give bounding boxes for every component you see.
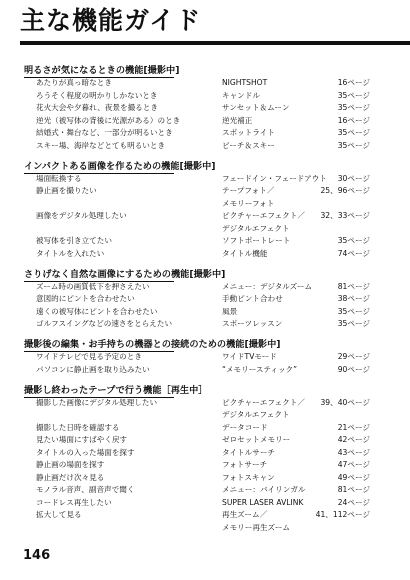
guide-row bbox=[0, 409, 410, 422]
function-name: テープフォト／ bbox=[222, 186, 275, 195]
page-reference: 25、96ページ bbox=[320, 186, 370, 195]
guide-row bbox=[0, 248, 410, 261]
guide-row bbox=[0, 434, 410, 447]
section-heading-text: さりげなく自然な画像にするための機能[撮影中] bbox=[24, 268, 226, 280]
guide-row bbox=[0, 422, 410, 435]
section-heading bbox=[24, 64, 410, 77]
guide-row bbox=[0, 140, 410, 153]
page-reference: 35ページ bbox=[337, 128, 370, 137]
situation-text: タイトルを入れたい bbox=[36, 248, 105, 258]
page-reference: 21ページ bbox=[337, 422, 370, 432]
function-name: NIGHTSHOT bbox=[222, 78, 268, 87]
page-reference: 35ページ bbox=[337, 319, 370, 328]
guide-row bbox=[0, 223, 410, 236]
page-reference: 32、33ページ bbox=[320, 211, 370, 220]
guide-row bbox=[0, 185, 410, 198]
function-name: ピクチャーエフェクト／ bbox=[222, 211, 305, 220]
situation-text: 花火大会や夕暮れ、夜景を撮るとき bbox=[36, 103, 158, 112]
situation-text: 拡大して見る bbox=[36, 510, 82, 519]
guide-row bbox=[0, 127, 410, 140]
situation-text: コードレス再生したい bbox=[36, 497, 112, 507]
situation-text: 撮影した日時を確認する bbox=[36, 422, 120, 432]
situation-text: 静止画の場面を探す bbox=[36, 460, 105, 469]
function-name: スポーツレッスン bbox=[222, 319, 283, 328]
situation-text: ろうそく程度の明かりしかないとき bbox=[36, 90, 158, 100]
guide-row bbox=[0, 472, 410, 485]
situation-text: ズーム時の画質低下を押さえたい bbox=[36, 281, 150, 291]
guide-row bbox=[0, 351, 410, 364]
page-reference: 43ページ bbox=[337, 447, 370, 457]
situation-text: あたりが真っ暗なとき bbox=[36, 78, 112, 87]
function-name: デジタルエフェクト bbox=[222, 223, 290, 233]
page-reference: 90ページ bbox=[337, 364, 370, 374]
function-name: キャンドル bbox=[222, 90, 260, 100]
function-name: 再生ズーム／ bbox=[222, 510, 268, 519]
page-reference: 16ページ bbox=[337, 115, 370, 125]
section-heading bbox=[24, 268, 410, 281]
guide-section bbox=[0, 64, 410, 152]
function-name: 手動ピント合わせ bbox=[222, 294, 283, 303]
title-underline bbox=[20, 41, 410, 45]
guide-row bbox=[0, 397, 410, 410]
function-name: ワイドTVモード bbox=[222, 352, 277, 361]
page-reference: 74ページ bbox=[337, 248, 370, 258]
function-name: SUPER LASER AVLINK bbox=[222, 497, 304, 507]
function-name: 逆光補正 bbox=[222, 115, 253, 125]
page-reference: 47ページ bbox=[337, 460, 370, 469]
situation-text: 画像をデジタル処理したい bbox=[36, 211, 127, 220]
guide-row bbox=[0, 235, 410, 248]
page-reference: 81ページ bbox=[337, 485, 370, 494]
situation-text: スキー場、海岸などとても明るいとき bbox=[36, 140, 166, 150]
function-name: スポットライト bbox=[222, 128, 275, 137]
situation-text: 結婚式・舞台など、一部分が明るいとき bbox=[36, 128, 173, 137]
situation-text: パソコンに静止画を取り込みたい bbox=[36, 364, 150, 374]
function-name: メモリー再生ズーム bbox=[222, 522, 290, 532]
function-name: ビーチ＆スキー bbox=[222, 140, 275, 150]
function-name: ゼロセットメモリー bbox=[222, 435, 291, 444]
guide-row bbox=[0, 447, 410, 460]
situation-text: ゴルフスイングなどの速さをとらえたい bbox=[36, 319, 173, 328]
guide-row bbox=[0, 522, 410, 535]
guide-row bbox=[0, 293, 410, 306]
guide-row bbox=[0, 364, 410, 377]
function-name: メニュー：バイリンガル bbox=[222, 485, 306, 494]
situation-text: 被写体を引き立てたい bbox=[36, 236, 112, 245]
situation-text: モノラル音声、副音声で聞く bbox=[36, 485, 135, 494]
page-reference: 39、40ページ bbox=[320, 397, 370, 407]
function-name: フォトスキャン bbox=[222, 472, 275, 482]
situation-text: 場面転換する bbox=[36, 173, 82, 183]
page-number: 146 bbox=[23, 548, 51, 563]
guide-row bbox=[0, 484, 410, 497]
page-reference: 49ページ bbox=[337, 472, 370, 482]
situation-text: 逆光（被写体の背後に光源がある）のとき bbox=[36, 115, 181, 125]
section-heading bbox=[24, 160, 410, 173]
section-heading-text: 撮影し終わったテープで行う機能［再生中］ bbox=[24, 384, 208, 396]
function-name: タイトルサーチ bbox=[222, 447, 276, 457]
function-name: フェードイン・フェードアウト bbox=[222, 173, 327, 183]
section-heading-text: インパクトある画像を作るための機能[撮影中] bbox=[24, 160, 216, 172]
section-heading-text: 撮影後の編集・お手持ちの機器との接続のための機能[撮影中] bbox=[24, 339, 281, 350]
situation-text: 静止画だけ次々見る bbox=[36, 472, 105, 482]
page-reference: 35ページ bbox=[337, 103, 370, 112]
guide-row bbox=[0, 115, 410, 128]
page-reference: 35ページ bbox=[337, 90, 370, 100]
guide-section bbox=[0, 160, 410, 261]
function-name: “メモリースティック” bbox=[222, 364, 298, 374]
page-reference: 35ページ bbox=[337, 306, 370, 316]
function-name: サンセット＆ムーン bbox=[222, 103, 290, 112]
page-reference: 16ページ bbox=[337, 78, 370, 87]
function-name: タイトル機能 bbox=[222, 248, 268, 258]
situation-text: 意図的にピントを合わせたい bbox=[36, 294, 135, 303]
guide-row bbox=[0, 198, 410, 211]
guide-row bbox=[0, 509, 410, 522]
function-name: ソフトポートレート bbox=[222, 236, 291, 245]
function-guide bbox=[0, 64, 410, 542]
page-reference: 24ページ bbox=[337, 497, 370, 507]
section-heading bbox=[24, 384, 410, 397]
guide-row bbox=[0, 210, 410, 223]
guide-row bbox=[0, 173, 410, 186]
guide-row bbox=[0, 77, 410, 90]
guide-section bbox=[0, 384, 410, 535]
guide-section bbox=[0, 268, 410, 331]
page-reference: 35ページ bbox=[337, 140, 370, 150]
page-reference: 30ページ bbox=[337, 173, 370, 183]
function-name: 風景 bbox=[222, 306, 238, 316]
situation-text: 遠くの被写体にピントを合わせたい bbox=[36, 306, 158, 316]
guide-row bbox=[0, 497, 410, 510]
function-name: デジタルエフェクト bbox=[222, 410, 290, 419]
situation-text: ワイドテレビで見る予定のとき bbox=[36, 352, 142, 361]
section-heading bbox=[24, 338, 410, 351]
situation-text: 見たい場面にすばやく戻す bbox=[36, 435, 128, 444]
guide-row bbox=[0, 102, 410, 115]
guide-row bbox=[0, 90, 410, 103]
page-reference: 29ページ bbox=[337, 352, 370, 361]
page-reference: 41、112ページ bbox=[315, 510, 370, 519]
situation-text: タイトルの入った場面を探す bbox=[36, 447, 135, 457]
situation-text: 撮影した画像にデジタル処理したい bbox=[36, 397, 158, 407]
function-name: メモリーフォト bbox=[222, 198, 275, 208]
function-name: ピクチャーエフェクト／ bbox=[222, 397, 305, 407]
function-name: メニュー：デジタルズーム bbox=[222, 281, 313, 291]
page-reference: 81ページ bbox=[337, 281, 370, 291]
guide-section bbox=[0, 338, 410, 376]
page-reference: 42ページ bbox=[337, 435, 370, 444]
function-name: フォトサーチ bbox=[222, 460, 268, 469]
situation-text: 静止画を撮りたい bbox=[36, 186, 97, 195]
guide-row bbox=[0, 318, 410, 331]
page-title: 主な機能ガイド bbox=[20, 6, 202, 35]
guide-row bbox=[0, 306, 410, 319]
section-heading-text: 明るさが気になるときの機能[撮影中] bbox=[24, 65, 180, 76]
page-reference: 35ページ bbox=[337, 236, 370, 245]
guide-row bbox=[0, 281, 410, 294]
guide-row bbox=[0, 459, 410, 472]
page-reference: 38ページ bbox=[337, 294, 370, 303]
function-name: データコード bbox=[222, 422, 268, 432]
